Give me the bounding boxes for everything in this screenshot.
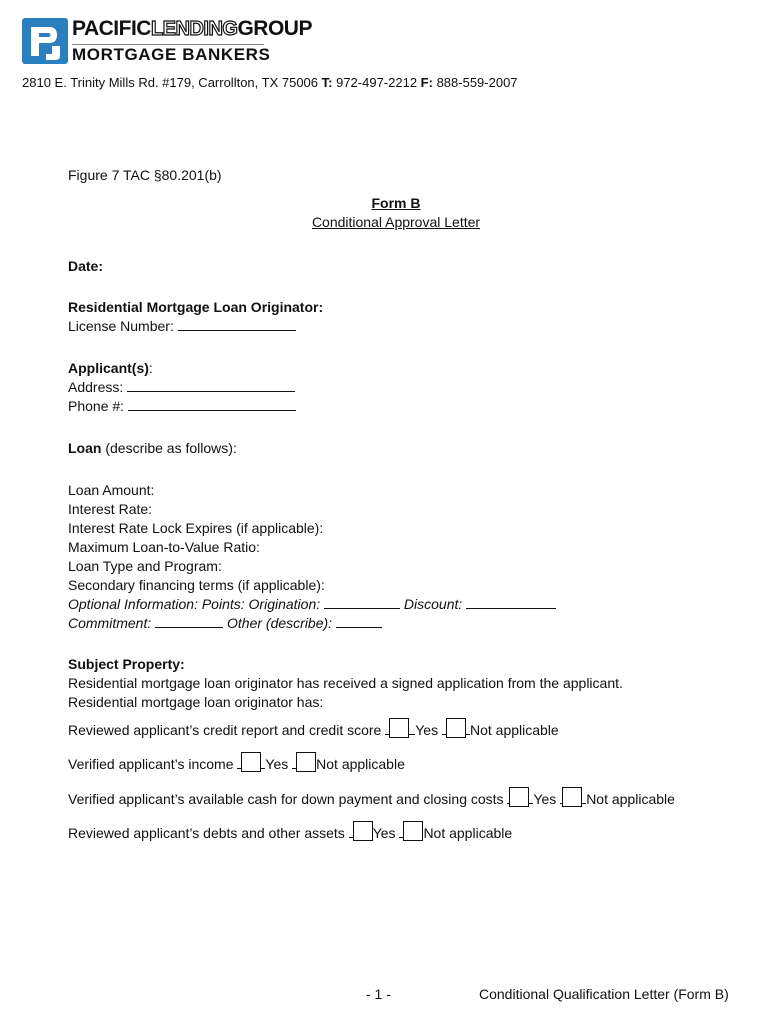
- discount-label: Discount:: [403, 596, 463, 612]
- subject-property-line2: Residential mortgage loan originator has:: [68, 694, 324, 710]
- license-number-field[interactable]: [178, 317, 296, 331]
- discount-field[interactable]: [466, 595, 556, 609]
- applicant-phone-label: Phone #:: [68, 398, 125, 414]
- applicant-address-row: [68, 378, 295, 397]
- income-yes-checkbox[interactable]: [241, 752, 261, 772]
- document-name: Conditional Qualification Letter (Form B): [479, 986, 729, 1002]
- form-subtitle: Conditional Approval Letter: [311, 214, 481, 230]
- check-label-debts: Reviewed applicant’s debts and other assets: [68, 825, 345, 841]
- cash-yes-label: Yes: [533, 791, 557, 807]
- company-logo: [22, 16, 312, 66]
- commitment-field[interactable]: [155, 614, 223, 628]
- license-number-label: License Number:: [68, 318, 174, 334]
- company-address: 2810 E. Trinity Mills Rd. #179, Carrollton, TX 75006 T: 972-497-2212 F: 888-559-2007: [22, 75, 518, 90]
- credit-yes-label: Yes: [415, 722, 439, 738]
- loan-field-amount: Loan Amount:: [68, 482, 155, 498]
- logo-company-name: PACIFICLENDINGGROUP: [72, 17, 312, 40]
- license-number-row: [68, 317, 296, 336]
- applicant-address-label: Address:: [68, 379, 124, 395]
- applicant-heading: Applicant(s):: [68, 360, 153, 376]
- other-field[interactable]: [336, 614, 382, 628]
- cash-yes-checkbox[interactable]: [509, 787, 529, 807]
- other-label: Other (describe):: [227, 615, 333, 631]
- check-label-income: Verified applicant’s income: [68, 756, 234, 772]
- check-row-income: [68, 752, 405, 775]
- commitment-label: Commitment:: [68, 615, 152, 631]
- subject-property-heading: Subject Property:: [68, 656, 185, 672]
- credit-yes-checkbox[interactable]: [389, 718, 409, 738]
- cash-na-label: Not applicable: [586, 791, 675, 807]
- loan-optional-row: [68, 595, 556, 614]
- loan-commitment-row: [68, 614, 382, 633]
- debts-yes-label: Yes: [372, 825, 396, 841]
- debts-na-label: Not applicable: [423, 825, 513, 841]
- cash-na-checkbox[interactable]: [562, 787, 582, 807]
- origination-label: Optional Information: Points: Origination:: [68, 596, 321, 612]
- date-label: Date:: [68, 258, 104, 274]
- debts-na-checkbox[interactable]: [403, 821, 423, 841]
- subject-property-line1: Residential mortgage loan originator has received a signed application from the applicant.: [68, 675, 623, 691]
- check-label-credit: Reviewed applicant’s credit report and credit score: [68, 722, 382, 738]
- figure-reference: Figure 7 TAC §80.201(b): [68, 167, 222, 183]
- origination-field[interactable]: [324, 595, 400, 609]
- pacific-lending-logo-icon: [22, 18, 68, 64]
- logo-tagline: MORTGAGE BANKERS: [72, 45, 271, 64]
- check-row-credit: [68, 718, 559, 741]
- credit-na-checkbox[interactable]: [446, 718, 466, 738]
- form-title: Form B: [371, 195, 421, 211]
- applicant-phone-field[interactable]: [128, 397, 296, 411]
- credit-na-label: Not applicable: [469, 722, 559, 738]
- applicant-phone-row: [68, 397, 296, 416]
- debts-yes-checkbox[interactable]: [353, 821, 373, 841]
- income-yes-label: Yes: [265, 756, 289, 772]
- loan-field-rate-lock: Interest Rate Lock Expires (if applicable):: [68, 520, 324, 536]
- loan-field-type-program: Loan Type and Program:: [68, 558, 222, 574]
- check-label-cash: Verified applicant’s available cash for down payment and closing costs: [68, 791, 504, 807]
- check-row-debts: [68, 821, 512, 844]
- page-number: - 1 -: [366, 986, 391, 1002]
- loan-heading: Loan (describe as follows):: [68, 440, 237, 456]
- loan-field-ltv: Maximum Loan-to-Value Ratio:: [68, 539, 260, 555]
- applicant-address-field[interactable]: [127, 378, 295, 392]
- income-na-checkbox[interactable]: [296, 752, 316, 772]
- income-na-label: Not applicable: [316, 756, 405, 772]
- loan-field-secondary-financing: Secondary financing terms (if applicable):: [68, 577, 325, 593]
- check-row-cash: [68, 787, 675, 810]
- loan-field-interest-rate: Interest Rate:: [68, 501, 153, 517]
- originator-heading: Residential Mortgage Loan Originator:: [68, 299, 324, 315]
